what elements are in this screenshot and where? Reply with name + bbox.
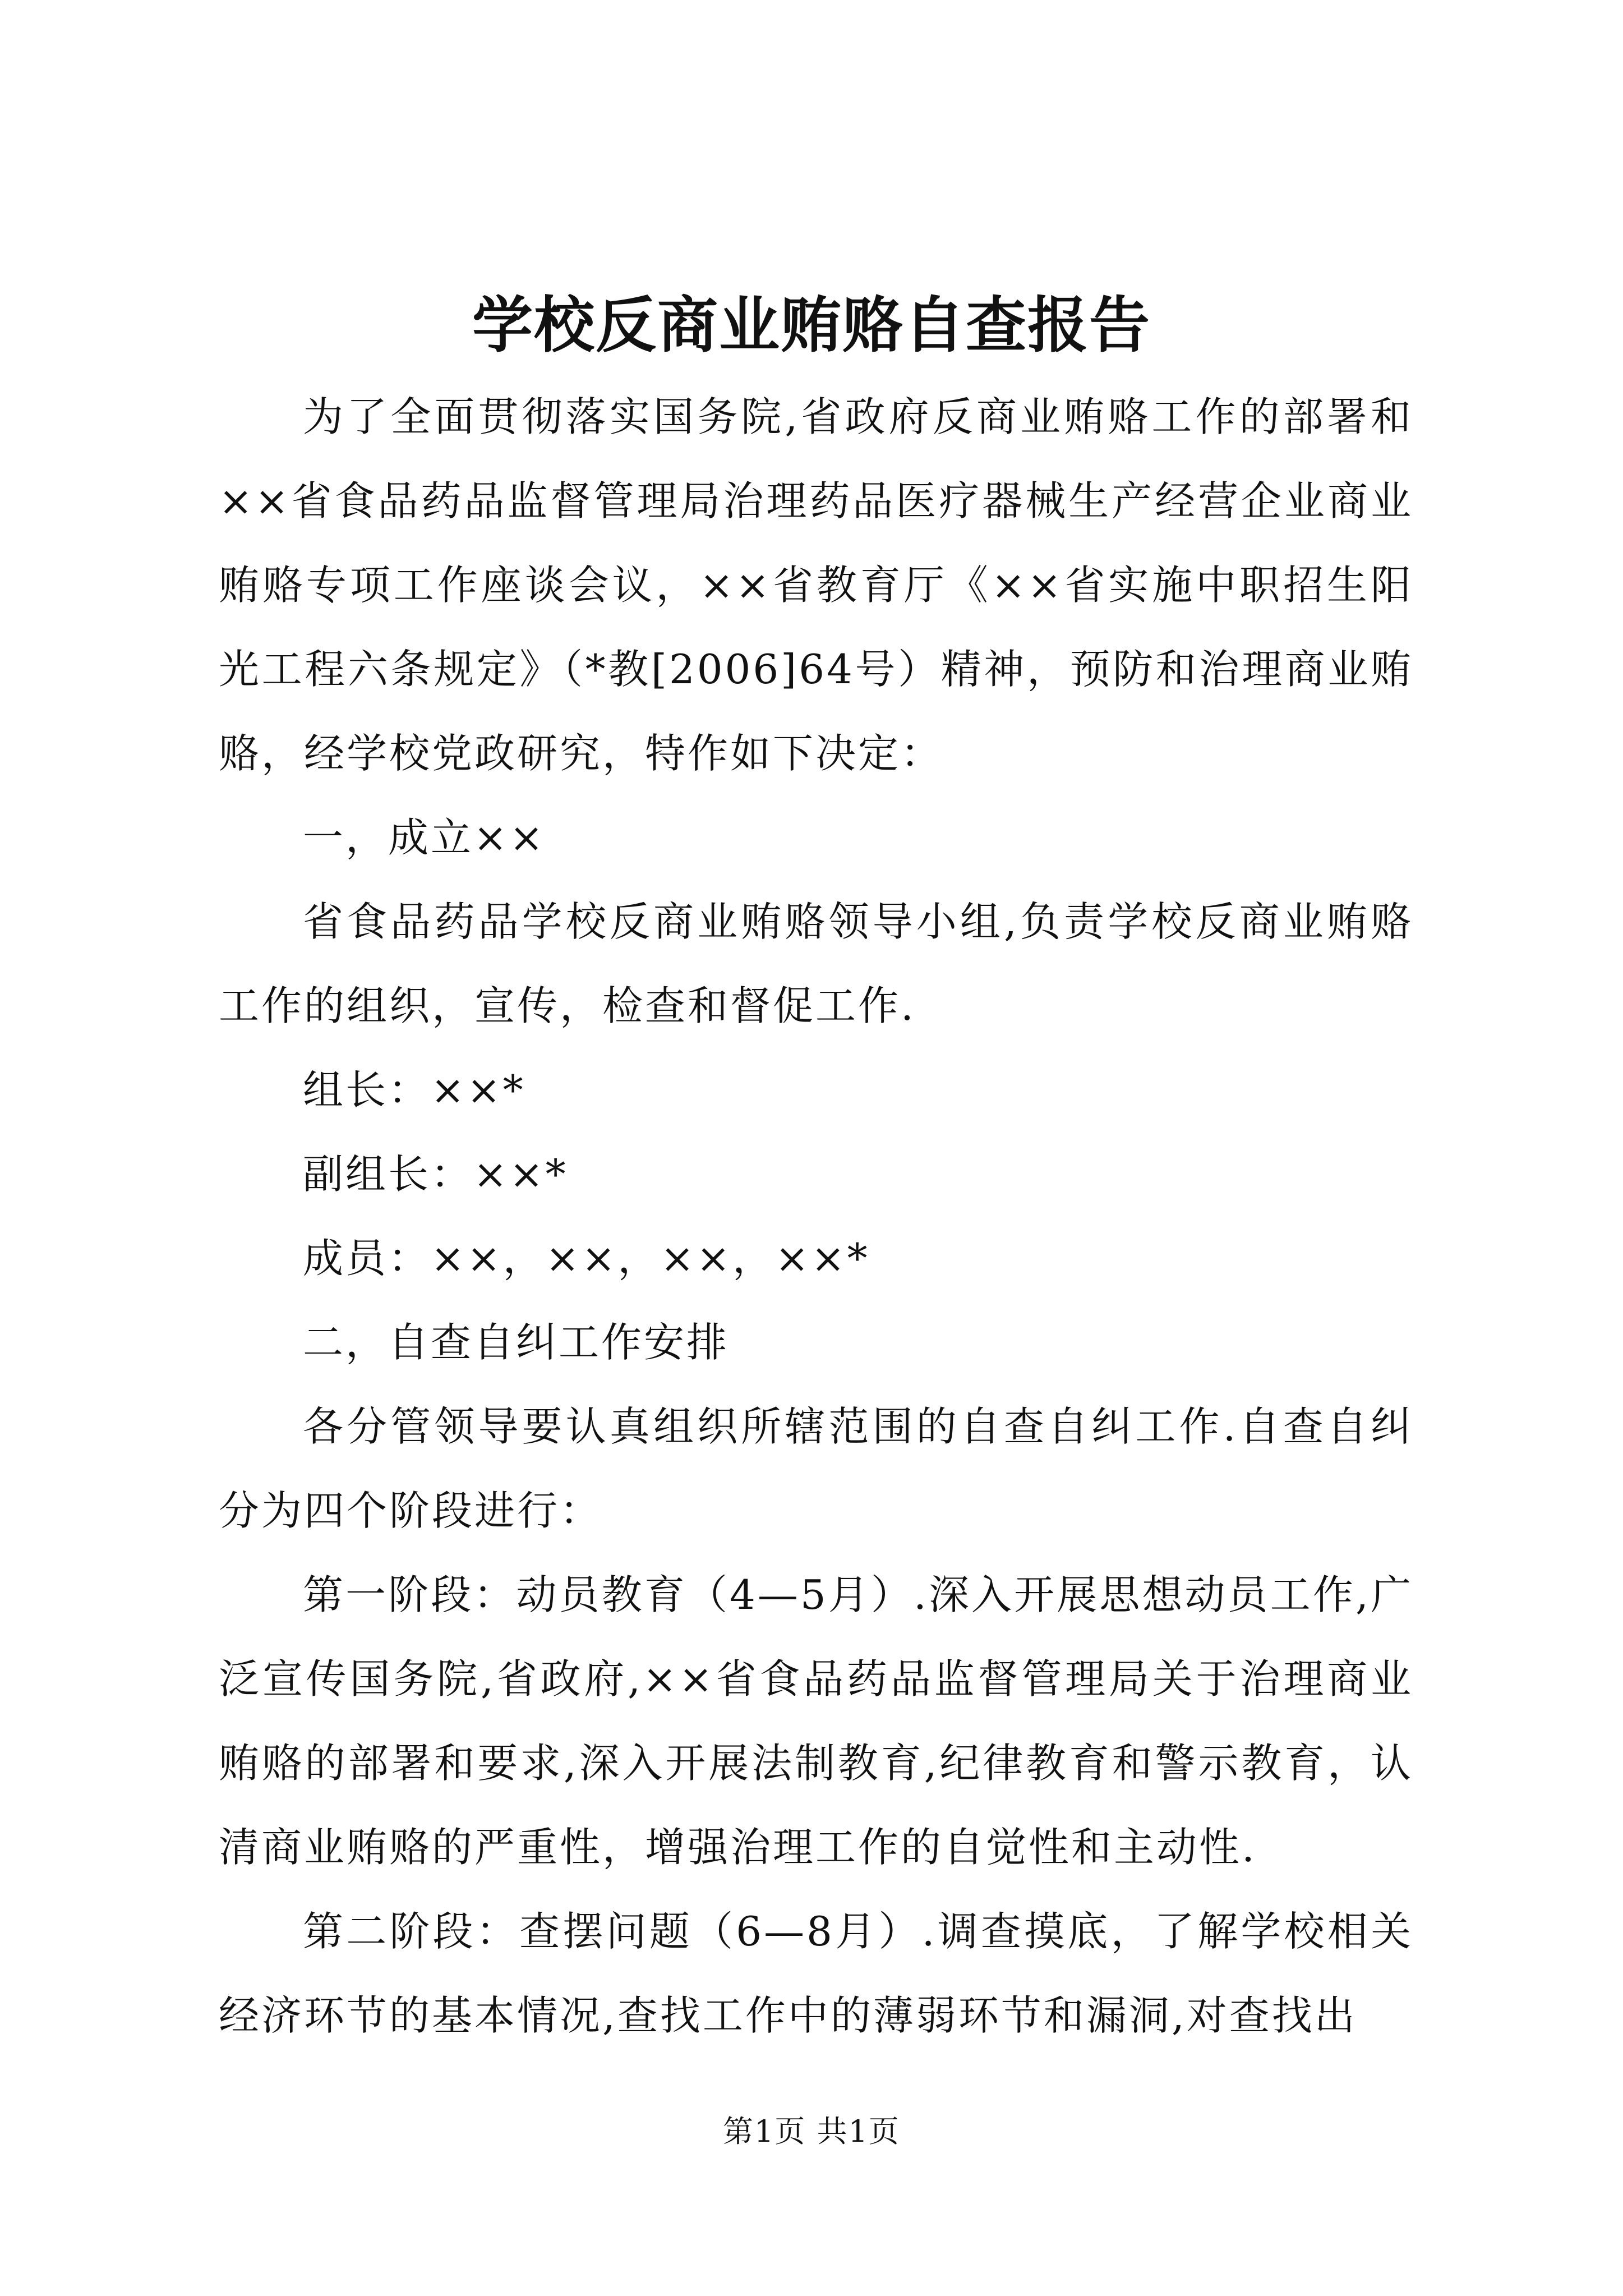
- document-title: 学校反商业贿赂自查报告: [472, 290, 1151, 361]
- paragraph-stages-intro: 各分管领导要认真组织所辖范围的自查自纠工作.自查自纠分为四个阶段进行：: [219, 1403, 1413, 1534]
- paragraph-section-one-heading: 一，成立××: [303, 814, 546, 861]
- paragraph-section-two-heading: 二，自查自纠工作安排: [303, 1319, 730, 1366]
- paragraph-group-leader: 组长：××*: [303, 1066, 525, 1114]
- paragraph-intro: 为了全面贯彻落实国务院,省政府反商业贿赂工作的部署和××省食品药品监督管理局治理药品医疗器械生产经营企业商业贿赂专项工作座谈会议，××省教育厅《××省实施中职招生阳光工程六条规定》（*教[2006]64号）精神，预防和治理商业贿赂，经学校党政研究，特作如下决定：: [219, 393, 1413, 777]
- paragraph-deputy-leader: 副组长：××*: [303, 1151, 568, 1198]
- page-footer: 第1页 共1页: [723, 2114, 900, 2149]
- paragraph-stage-one: 第一阶段：动员教育（4—5月）.深入开展思想动员工作,广泛宣传国务院,省政府,××省食品药品监督管理局关于治理商业贿赂的部署和要求,深入开展法制教育,纪律教育和警示教育，认清商业贿赂的严重性，增强治理工作的自觉性和主动性.: [219, 1571, 1413, 1871]
- document-body: [219, 375, 1413, 2058]
- paragraph-leading-group: 省食品药品学校反商业贿赂领导小组,负责学校反商业贿赂工作的组织，宣传，检查和督促工作.: [219, 898, 1413, 1029]
- paragraph-stage-two: 第二阶段：查摆问题（6—8月）.调查摸底，了解学校相关经济环节的基本情况,查找工作中的薄弱环节和漏洞,对查找出: [219, 1908, 1413, 2039]
- paragraph-members: 成员：××，××，××，××*: [303, 1235, 870, 1282]
